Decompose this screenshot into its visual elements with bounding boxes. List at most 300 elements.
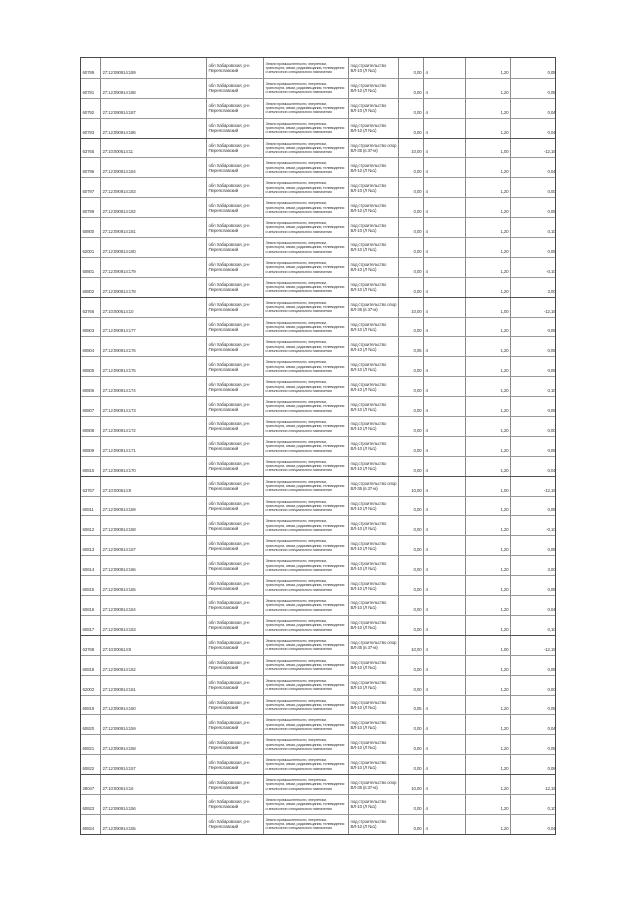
land-category: Земли промышленности, энергетики, транспорта, связи, радиовещания, телевидения и земли иного специального назначения [264,735,349,754]
rate-value: 1,00 [466,139,511,158]
area-value: 0,00 [399,596,424,615]
parcel-address [207,755,264,774]
parcel-address [207,79,264,98]
address-line-1: обл Хабаровская, р-н [208,580,250,586]
land-category: Земли промышленности, энергетики, транспорта, связи, радиовещания, телевидения и земли иного специального назначения [264,676,349,695]
row-id: 60806 [81,377,101,396]
amount-value: 12,15 [545,785,556,791]
parcel-address [207,318,264,337]
address-line-1: обл Хабаровская, р-н [208,262,250,268]
cadastral-number: 27:12:090914:178 [101,278,207,297]
row-id: 60816 [81,596,101,615]
area-value: 0,00 [399,158,424,177]
code-value: 4 [424,497,466,516]
land-category: Земли промышленности, энергетики, транспорта, связи, радиовещания, телевидения и земли иного специального назначения [264,576,349,595]
rate-value: 1,20 [466,158,511,177]
table-row [81,217,555,237]
cadastral-number: 27:12:090914:160 [101,696,207,715]
code-value: 4 [424,79,466,98]
code-value: 4 [424,318,466,337]
parcel-address [207,119,264,138]
permitted-use: под строительство ВЛ-10 (Л №1) [349,238,399,257]
cadastral-number: 27:12:090914:186 [101,119,207,138]
parcel-address-text [209,302,250,312]
row-id: 60796 [81,158,101,177]
code-value: 4 [424,238,466,257]
table-row [81,356,555,376]
permitted-use: под строительство ВЛ-10 (Л №1) [349,576,399,595]
permitted-use: под строительство ВЛ-10 (Л №1) [349,676,399,695]
amount-value: 3,00 [547,567,556,573]
code-value: 4 [424,636,466,655]
code-value: 4 [424,198,466,217]
permitted-use: под строительство ВЛ-10 (Л №1) [349,178,399,197]
row-id: 60789 [81,58,101,78]
table-row [81,436,555,456]
row-id: 62001 [81,238,101,257]
table-row [81,197,555,217]
parcel-address [207,715,264,734]
amount-value: 0,04 [547,467,556,473]
address-line-1: обл Хабаровская, р-н [208,182,250,188]
rate-value: 1,20 [466,397,511,416]
area-value: 0,00 [399,437,424,456]
address-line-1: обл Хабаровская, р-н [208,540,250,546]
parcel-address-text [209,501,250,511]
amount-value: -12,15 [543,487,556,493]
permitted-use: под строительство ВЛ-10 (Л №1) [349,437,399,456]
table-row [81,794,555,814]
land-category: Земли промышленности, энергетики, транспорта, связи, радиовещания, телевидения и земли иного специального назначения [264,417,349,436]
row-id: 62002 [81,676,101,695]
amount-value: 0,00 [547,427,556,433]
parcel-address-text [209,342,250,352]
parcel-address [207,198,264,217]
rate-value: 1,20 [466,278,511,297]
address-line-2: Переяславский [208,148,239,153]
parcel-address [207,139,264,158]
amount-value: 0,05 [547,69,556,75]
cadastral-number: 27:12:090914:164 [101,596,207,615]
rate-value: 1,20 [466,576,511,595]
area-value: 10,00 [399,477,424,496]
parcel-address-text [209,541,250,551]
code-value: 4 [424,735,466,754]
rate-value: 1,20 [466,238,511,257]
cadastral-number: 27:12:090914:171 [101,437,207,456]
table-row [81,575,555,595]
rate-value: 1,20 [466,58,511,78]
area-value: 0,00 [399,318,424,337]
land-category: Земли промышленности, энергетики, транспорта, связи, радиовещания, телевидения и земли иного специального назначения [264,616,349,635]
row-id: 60821 [81,735,101,754]
cadastral-number: 27:12:090914:183 [101,178,207,197]
permitted-use: под строительство ВЛ-10 (Л №1) [349,457,399,476]
cadastral-number: 27:12:090914:156 [101,795,207,814]
amount-value: 0,10 [547,229,556,235]
parcel-address-text [209,581,250,591]
address-line-1: обл Хабаровская, р-н [208,501,250,507]
parcel-address [207,258,264,277]
parcel-address [207,497,264,516]
address-line-2: Переяславский [208,426,239,432]
land-category: Земли промышленности, энергетики, транспорта, связи, радиовещания, телевидения и земли иного специального назначения [264,238,349,257]
address-line-1: обл Хабаровская, р-н [208,739,250,745]
parcel-address [207,178,264,197]
row-id: 60804 [81,337,101,356]
area-value: 0,00 [399,795,424,814]
row-id: 60807 [81,397,101,416]
address-line-1: обл Хабаровская, р-н [208,441,250,447]
address-line-1: обл Хабаровская, р-н [208,640,250,646]
row-id: 60814 [81,556,101,575]
table-row [81,78,555,98]
row-id: 60810 [81,457,101,476]
land-category: Земли промышленности, энергетики, транспорта, связи, радиовещания, телевидения и земли иного специального назначения [264,556,349,575]
amount-value: 0,06 [547,766,556,772]
table-row [81,695,555,715]
parcel-address-text [209,780,250,790]
amount-value: -0,10 [546,268,556,274]
address-line-2: Переяславский [208,585,239,591]
row-id: 60805 [81,357,101,376]
address-line-2: Переяславский [208,744,239,750]
cadastral-number: 27:12:090914:165 [101,576,207,595]
permitted-use: под строительство ВЛ-10 (Л №1) [349,696,399,715]
cadastral-number: 27:10:000614:11 [101,139,207,158]
rate-value: 1,00 [466,477,511,496]
address-line-1: обл Хабаровская, р-н [208,779,250,785]
area-value: 0,00 [399,616,424,635]
row-id: 63767 [81,477,101,496]
rate-value: 1,20 [466,815,511,834]
permitted-use: под строительство ВЛ-10 (Л №1) [349,656,399,675]
permitted-use: под строительство ВЛ-10 (Л №1) [349,58,399,78]
parcel-address [207,815,264,834]
land-category: Земли промышленности, энергетики, транспорта, связи, радиовещания, телевидения и земли иного специального назначения [264,596,349,615]
parcel-address-text [209,760,250,770]
row-id: 60801 [81,258,101,277]
land-category: Земли промышленности, энергетики, транспорта, связи, радиовещания, телевидения и земли иного специального назначения [264,377,349,396]
rate-value: 1,20 [466,417,511,436]
amount-value: 0,05 [547,746,556,752]
address-line-1: обл Хабаровская, р-н [208,322,250,328]
table-row [81,515,555,535]
address-line-2: Переяславский [208,227,239,233]
row-id: 60815 [81,576,101,595]
cadastral-number: 27:12:090914:169 [101,497,207,516]
code-value: 4 [424,815,466,834]
land-category: Земли промышленности, энергетики, транспорта, связи, радиовещания, телевидения и земли иного специального назначения [264,755,349,774]
parcel-address-text [209,421,250,431]
row-id: 60809 [81,437,101,456]
area-value: 0,00 [399,457,424,476]
rate-value: 1,20 [466,616,511,635]
amount-value: 0,05 [547,507,556,513]
rate-value: 1,20 [466,656,511,675]
code-value: 4 [424,377,466,396]
cadastral-number: 27:12:090914:170 [101,457,207,476]
area-value: 0,00 [399,357,424,376]
address-line-2: Переяславский [208,307,239,313]
amount-value: -0,10 [546,527,556,533]
amount-value: -12,15 [543,646,556,652]
row-id: 60797 [81,178,101,197]
code-value: 4 [424,775,466,794]
land-category: Земли промышленности, энергетики, транспорта, связи, радиовещания, телевидения и земли иного специального назначения [264,298,349,317]
parcel-address [207,238,264,257]
parcel-address-text [209,720,250,730]
code-value: 4 [424,119,466,138]
permitted-use: под строительство опор ВЛ-35 (в 37-м) [349,298,399,317]
row-id: 60822 [81,755,101,774]
permitted-use: под строительство ВЛ-10 (Л №1) [349,516,399,535]
cadastral-number: 27:12:090914:175 [101,357,207,376]
row-id: 60819 [81,696,101,715]
area-value: 0,00 [399,278,424,297]
address-line-2: Переяславский [208,824,239,830]
code-value: 4 [424,477,466,496]
land-category: Земли промышленности, энергетики, транспорта, связи, радиовещания, телевидения и земли иного специального назначения [264,795,349,814]
land-category: Земли промышленности, энергетики, транспорта, связи, радиовещания, телевидения и земли иного специального назначения [264,258,349,277]
land-category: Земли промышленности, энергетики, транспорта, связи, радиовещания, телевидения и земли иного специального назначения [264,79,349,98]
land-category: Земли промышленности, энергетики, транспорта, связи, радиовещания, телевидения и земли иного специального назначения [264,58,349,78]
code-value: 4 [424,656,466,675]
table-row [81,595,555,615]
area-value: 0,00 [399,755,424,774]
address-line-2: Переяславский [208,366,239,372]
area-value: 0,00 [399,497,424,516]
code-value: 4 [424,437,466,456]
cadastral-number: 27:12:090914:181 [101,218,207,237]
rate-value: 1,20 [466,596,511,615]
permitted-use: под строительство ВЛ-10 (Л №1) [349,337,399,356]
row-id: 60803 [81,318,101,337]
area-value: 0,05 [399,696,424,715]
address-line-1: обл Хабаровская, р-н [208,242,250,248]
amount-value: -12,15 [543,308,556,314]
row-id: 60792 [81,99,101,118]
code-value: 4 [424,576,466,595]
permitted-use: под строительство ВЛ-10 (Л №1) [349,79,399,98]
area-value: 0,00 [399,238,424,257]
amount-value: 0,05 [547,209,556,215]
code-value: 4 [424,218,466,237]
address-line-1: обл Хабаровская, р-н [208,222,250,228]
address-line-2: Переяславский [208,704,239,710]
address-line-2: Переяславский [208,665,239,671]
amount-value: 0,04 [547,606,556,612]
address-line-1: обл Хабаровская, р-н [208,600,250,606]
amount-value: 0,04 [547,109,556,115]
parcel-address-text [209,561,250,571]
row-id: 60799 [81,198,101,217]
rate-value: 1,20 [466,715,511,734]
address-line-2: Переяславский [208,804,239,810]
address-line-1: обл Хабаровская, р-н [208,560,250,566]
parcel-address [207,278,264,297]
cadastral-number: 27:12:090914:168 [101,516,207,535]
cadastral-number: 27:12:090914:188 [101,79,207,98]
parcel-address-text [209,322,250,332]
permitted-use: под строительство ВЛ-10 (Л №1) [349,119,399,138]
permitted-use: под строительство ВЛ-10 (Л №1) [349,158,399,177]
parcel-address [207,357,264,376]
code-value: 4 [424,417,466,436]
cadastral-number: 27:12:090914:187 [101,99,207,118]
rate-value: 1,20 [466,676,511,695]
permitted-use: под строительство ВЛ-10 (Л №1) [349,258,399,277]
table-row [81,157,555,177]
area-value: 0,00 [399,99,424,118]
code-value: 4 [424,596,466,615]
rate-value: 1,20 [466,696,511,715]
parcel-address-text [209,740,250,750]
area-value: 0,00 [399,656,424,675]
row-id: 60808 [81,417,101,436]
address-line-2: Переяславский [208,327,239,333]
table-row [81,177,555,197]
cadastral-number: 27:10:000614:16 [101,775,207,794]
amount-value: 0,05 [547,328,556,334]
amount-value: 0,05 [547,89,556,95]
area-value: 0,00 [399,516,424,535]
cadastral-parcel-table [80,57,556,835]
land-category: Земли промышленности, энергетики, транспорта, связи, радиовещания, телевидения и земли иного специального назначения [264,656,349,675]
area-value: 0,00 [399,715,424,734]
permitted-use: под строительство ВЛ-10 (Л №1) [349,536,399,555]
table-row [81,774,555,794]
parcel-address-text [209,262,250,272]
table-row [81,555,555,575]
code-value: 4 [424,258,466,277]
row-id: 60791 [81,79,101,98]
rate-value: 1,20 [466,318,511,337]
table-row [81,98,555,118]
land-category: Земли промышленности, энергетики, транспорта, связи, радиовещания, телевидения и земли иного специального назначения [264,337,349,356]
table-row [81,655,555,675]
permitted-use: под строительство ВЛ-10 (Л №1) [349,497,399,516]
table-row [81,336,555,356]
row-id: 60818 [81,656,101,675]
permitted-use: под строительство ВЛ-10 (Л №1) [349,377,399,396]
address-line-2: Переяславский [208,764,239,770]
rate-value: 1,20 [466,457,511,476]
table-row [81,496,555,516]
address-line-1: обл Хабаровская, р-н [208,103,250,109]
rate-value: 1,20 [466,795,511,814]
parcel-address [207,735,264,754]
land-category: Земли промышленности, энергетики, транспорта, связи, радиовещания, телевидения и земли иного специального назначения [264,715,349,734]
address-line-1: обл Хабаровская, р-н [208,83,250,89]
row-id: 60820 [81,715,101,734]
rate-value: 1,20 [466,775,511,794]
amount-value: 0,04 [547,825,556,831]
parcel-address-text [209,700,250,710]
code-value: 4 [424,715,466,734]
address-line-2: Переяславский [208,645,239,651]
table-row [81,814,555,834]
land-category: Земли промышленности, энергетики, транспорта, связи, радиовещания, телевидения и земли иного специального назначения [264,198,349,217]
amount-value: 3,00 [547,288,556,294]
code-value: 4 [424,139,466,158]
amount-value: 0,05 [547,547,556,553]
row-id: 60811 [81,497,101,516]
parcel-address-text [209,600,250,610]
permitted-use: под строительство ВЛ-10 (Л №1) [349,198,399,217]
area-value: 0,00 [399,58,424,78]
address-line-2: Переяславский [208,128,239,134]
permitted-use: под строительство ВЛ-10 (Л №1) [349,99,399,118]
parcel-address-text [209,521,250,531]
rate-value: 1,20 [466,497,511,516]
rate-value: 1,00 [466,636,511,655]
address-line-1: обл Хабаровская, р-н [208,620,250,626]
parcel-address [207,218,264,237]
rate-value: 1,20 [466,377,511,396]
table-row [81,714,555,734]
permitted-use: под строительство ВЛ-10 (Л №1) [349,318,399,337]
row-id: 63766 [81,298,101,317]
address-line-2: Переяславский [208,466,239,472]
area-value: 0,00 [399,218,424,237]
land-category: Земли промышленности, энергетики, транспорта, связи, радиовещания, телевидения и земли иного специального назначения [264,516,349,535]
address-line-1: обл Хабаровская, р-н [208,62,250,68]
amount-value: -12,15 [543,149,556,155]
table-row [81,734,555,754]
permitted-use: под строительство ВЛ-10 (Л №1) [349,795,399,814]
permitted-use: под строительство ВЛ-10 (Л №1) [349,815,399,834]
address-line-2: Переяславский [208,724,239,730]
parcel-address-text [209,242,250,252]
table-row [81,257,555,277]
table-row [81,237,555,257]
code-value: 4 [424,178,466,197]
area-value: 0,00 [399,536,424,555]
cadastral-number: 27:12:090914:189 [101,58,207,78]
permitted-use: под строительство ВЛ-10 (Л №1) [349,417,399,436]
amount-value: 0,00 [547,189,556,195]
table-row [81,138,555,158]
parcel-address-text [209,143,250,153]
code-value: 4 [424,516,466,535]
land-category: Земли промышленности, энергетики, транспорта, связи, радиовещания, телевидения и земли иного специального назначения [264,696,349,715]
land-category: Земли промышленности, энергетики, транспорта, связи, радиовещания, телевидения и земли иного специального назначения [264,497,349,516]
land-category: Земли промышленности, энергетики, транспорта, связи, радиовещания, телевидения и земли иного специального назначения [264,218,349,237]
address-line-2: Переяславский [208,605,239,611]
amount-value: 0,10 [547,626,556,632]
address-line-2: Переяславский [208,207,239,213]
code-value: 4 [424,99,466,118]
cadastral-number: 27:10:000614:9 [101,477,207,496]
permitted-use: под строительство опор ВЛ-35 (в 37-м) [349,775,399,794]
address-line-1: обл Хабаровская, р-н [208,799,250,805]
cadastral-number: 27:12:090914:182 [101,198,207,217]
cadastral-number: 27:12:090914:174 [101,377,207,396]
parcel-address-text [209,223,250,233]
parcel-address [207,477,264,496]
address-line-1: обл Хабаровская, р-н [208,202,250,208]
area-value: 0,00 [399,815,424,834]
code-value: 4 [424,536,466,555]
address-line-2: Переяславский [208,406,239,412]
table-row [81,118,555,138]
table-row [81,754,555,774]
rate-value: 1,20 [466,258,511,277]
address-line-2: Переяславский [208,88,239,94]
rate-value: 1,20 [466,99,511,118]
code-value: 4 [424,676,466,695]
